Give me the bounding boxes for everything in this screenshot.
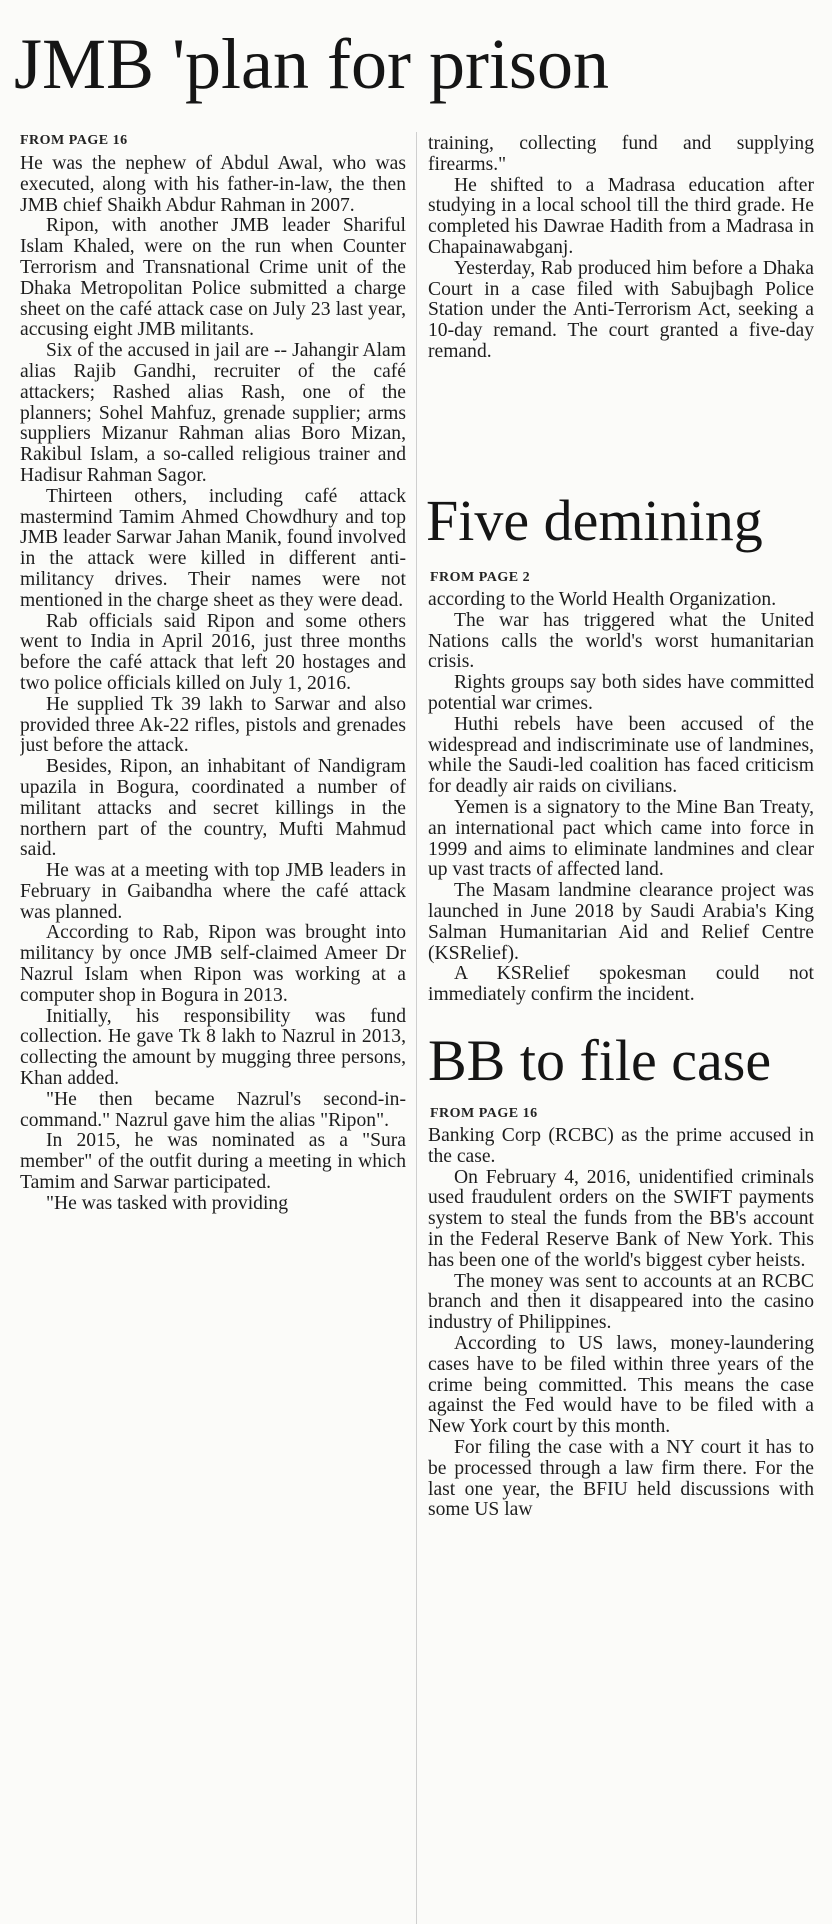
jmb-paragraph: Six of the accused in jail are -- Jahangir Alam alias Rajib Gandhi, recruiter of the café attackers; Rashed alias Rash, one of the planners; Sohel Mahfuz, grenade supplier; arms suppliers Mizanur Rahman alias Boro Mizan, Rakibul Islam, a so-called religious trainer and Hadisur Rahman Sagor. (20, 340, 406, 486)
jmb-paragraph: He was at a meeting with top JMB leaders in February in Gaibandha where the café attack was planned. (20, 860, 406, 923)
bb-paragraph: Banking Corp (RCBC) as the prime accused in the case. (428, 1126, 814, 1167)
jmb-paragraph: Initially, his responsibility was fund collection. He gave Tk 8 lakh to Nazrul in 2013, collecting the amount by mugging three persons, Khan added. (20, 1005, 406, 1090)
jmb-paragraph: "He then became Nazrul's second-in-command." Nazrul gave him the alias "Ripon". (20, 1088, 406, 1131)
jmb-body-column-1 (20, 154, 406, 1924)
jmb-paragraph: He supplied Tk 39 lakh to Sarwar and also provided three Ak-22 rifles, pistols and grenades just before the attack. (20, 693, 406, 757)
demining-paragraph: Yemen is a signatory to the Mine Ban Treaty, an international pact which came into force in 1999 and aims to eliminate landmines and clear up vast tracts of affected land. (428, 796, 814, 881)
jmb-paragraph: According to Rab, Ripon was brought into militancy by once JMB self-claimed Ameer Dr Nazrul Islam when Ripon was working at a computer shop in Bogura in 2013. (20, 922, 406, 1006)
jmb-paragraph: training, collecting fund and supplying firearms." (428, 134, 814, 175)
bb-paragraph: For filing the case with a NY court it has to be processed through a law firm there. For the last one year, the BFIU held discussions with some US law (428, 1436, 814, 1521)
jmb-paragraph: He was the nephew of Abdul Awal, who was executed, along with his father-in-law, the then JMB chief Shaikh Abdur Rahman in 2007. (20, 154, 406, 216)
jmb-paragraph: "He was tasked with providing (46, 1192, 288, 1214)
jmb-paragraph: Ripon, with another JMB leader Shariful Islam Khaled, were on the run when Counter Terrorism and Transnational Crime unit of the Dhaka Metropolitan Police submitted a charge sheet on the café attack case on July 23 last year, accusing eight JMB militants. (20, 215, 406, 341)
bb-kicker: FROM PAGE 16 (430, 1106, 538, 1121)
jmb-paragraph: He shifted to a Madrasa education after studying in a local school till the third grade. He completed his Dawrae Hadith from a Madrasa in Chapainawabganj. (428, 174, 814, 258)
demining-kicker: FROM PAGE 2 (430, 570, 531, 585)
jmb-paragraph: Rab officials said Ripon and some others went to India in April 2016, just three months before the café attack that left 20 hostages and two police officials killed on July 1, 2016. (20, 610, 406, 694)
bb-body (428, 1126, 814, 1924)
demining-paragraph: The war has triggered what the United Nations calls the world's worst humanitarian crisis. (428, 609, 814, 673)
bb-paragraph: On February 4, 2016, unidentified criminals used fraudulent orders on the SWIFT payments system to steal the funds from the BB's account in the Federal Reserve Bank of New York. This has been one of the world's biggest cyber heists. (428, 1166, 814, 1271)
demining-paragraph: Rights groups say both sides have committed potential war crimes. (428, 672, 814, 714)
jmb-headline: JMB 'plan for prison (14, 24, 609, 104)
jmb-kicker: FROM PAGE 16 (20, 133, 128, 148)
jmb-paragraph: In 2015, he was nominated as a "Sura member" of the outfit during a meeting in which Tamim and Sarwar participated. (20, 1130, 406, 1194)
column-divider (416, 132, 417, 1924)
jmb-paragraph: Yesterday, Rab produced him before a Dhaka Court in a case filed with Sabujbagh Police Station under the Anti-Terrorism Act, seeking a 10-day remand. The court granted a five-day remand. (428, 257, 814, 362)
demining-paragraph: The Masam landmine clearance project was launched in June 2018 by Saudi Arabia's King Salman Humanitarian Aid and Relief Centre (KSRelief). (428, 880, 814, 964)
jmb-body-column-2 (428, 134, 814, 478)
demining-paragraph: Huthi rebels have been accused of the widespread and indiscriminate use of landmines, while the Saudi-led coalition has faced criticism for deadly air raids on civilians. (428, 713, 814, 798)
bb-paragraph: According to US laws, money-laundering cases have to be filed within three years of the crime being committed. This means the case against the Fed would have to be filed with a New York court by this month. (428, 1332, 814, 1438)
jmb-paragraph: Besides, Ripon, an inhabitant of Nandigram upazila in Bogura, coordinated a number of militant attacks and secret killings in the northern part of the country, Mufti Mahmud said. (20, 756, 406, 861)
jmb-paragraph: Thirteen others, including café attack mastermind Tamim Ahmed Chowdhury and top JMB leader Sarwar Jahan Manik, found involved in the attack were killed in different anti-militancy drives. Their names were not mentioned in the charge sheet as they were dead. (20, 485, 406, 611)
demining-paragraph: A KSRelief spokesman could not immediately confirm the incident. (428, 963, 814, 1006)
bb-headline: BB to file case (428, 1028, 772, 1093)
demining-body (428, 590, 814, 1014)
bb-paragraph: The money was sent to accounts at an RCBC branch and then it disappeared into the casino industry of Philippines. (428, 1270, 814, 1334)
demining-headline: Five demining (426, 488, 763, 553)
demining-paragraph: according to the World Health Organization. (428, 590, 777, 610)
